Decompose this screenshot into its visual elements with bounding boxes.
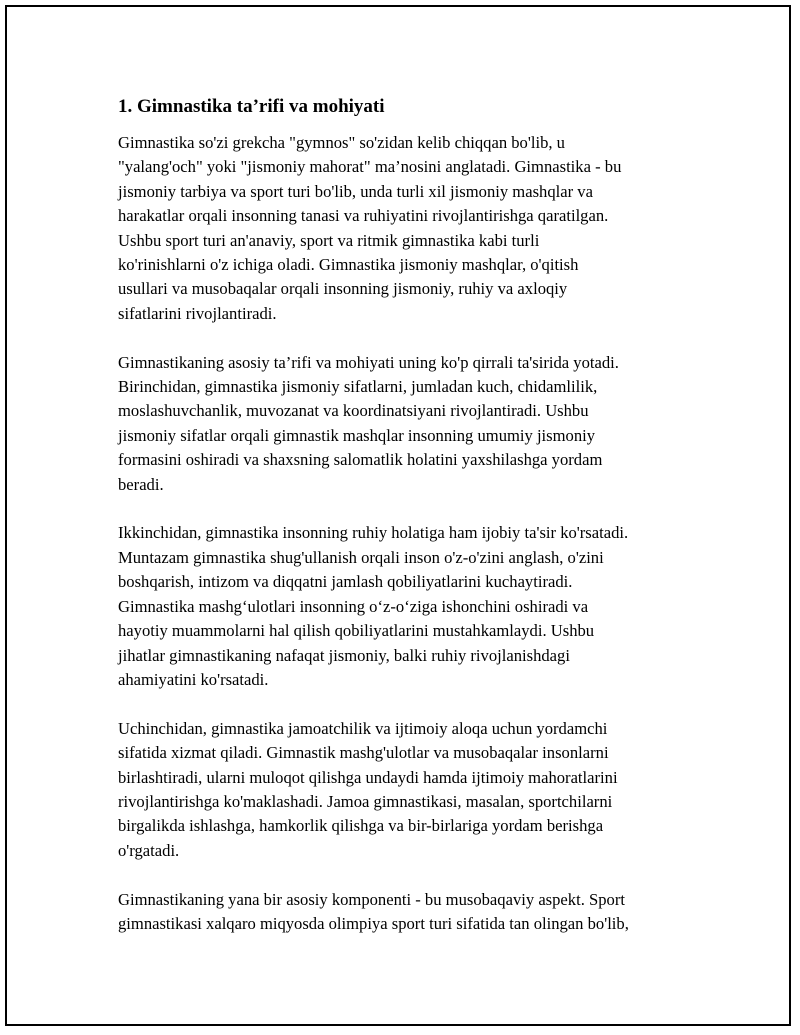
text-line: Birinchidan, gimnastika jismoniy sifatlarni, jumladan kuch, chidamlilik, xyxy=(118,377,598,397)
text-line: beradi. xyxy=(118,474,164,494)
text-line: ahamiyatini ko'rsatadi. xyxy=(118,669,269,689)
text-line: usullari va musobaqalar orqali insonning jismoniy, ruhiy va axloqiy xyxy=(118,279,568,299)
text-line: moslashuvchanlik, muvozanat va koordinatsiyani rivojlantiradi. Ushbu xyxy=(118,401,589,421)
paragraph-5 xyxy=(118,888,698,937)
text-line: o'rgatadi. xyxy=(118,840,180,860)
text-line: rivojlantirishga ko'maklashadi. Jamoa gimnastikasi, masalan, sportchilarni xyxy=(118,791,613,811)
document-body xyxy=(118,95,698,961)
text-line: Gimnastika mashg‘ulotlari insonning o‘z-o‘ziga ishonchini oshiradi va xyxy=(118,596,589,616)
text-line: gimnastikasi xalqaro miqyosda olimpiya sport turi sifatida tan olingan bo'lib, xyxy=(118,913,629,933)
paragraph-3 xyxy=(118,521,698,692)
text-line: jihatlar gimnastikaning nafaqat jismoniy, balki ruhiy rivojlanishdagi xyxy=(118,645,570,665)
text-line: ko'rinishlarni o'z ichiga oladi. Gimnastika jismoniy mashqlar, o'qitish xyxy=(118,255,579,275)
text-line: Uchinchidan, gimnastika jamoatchilik va ijtimoiy aloqa uchun yordamchi xyxy=(118,718,608,738)
section-heading: 1. Gimnastika ta’rifi va mohiyati xyxy=(118,96,385,117)
text-line: jismoniy tarbiya va sport turi bo'lib, unda turli xil jismoniy mashqlar va xyxy=(118,181,593,201)
text-line: Gimnastikaning yana bir asosiy komponenti - bu musobaqaviy aspekt. Sport xyxy=(118,889,625,909)
paragraph-2 xyxy=(118,351,698,497)
paragraph-4 xyxy=(118,717,698,863)
text-line: "yalang'och" yoki "jismoniy mahorat" ma’nosini anglatadi. Gimnastika - bu xyxy=(118,157,622,177)
text-line: sifatlarini rivojlantiradi. xyxy=(118,303,277,323)
paragraph-1 xyxy=(118,131,698,326)
text-line: birlashtiradi, ularni muloqot qilishga undaydi hamda ijtimoiy mahoratlarini xyxy=(118,767,618,787)
text-line: Ushbu sport turi an'anaviy, sport va ritmik gimnastika kabi turli xyxy=(118,230,540,250)
text-line: Muntazam gimnastika shug'ullanish orqali inson o'z-o'zini anglash, o'zini xyxy=(118,547,604,567)
text-line: hayotiy muammolarni hal qilish qobiliyatlarini mustahkamlaydi. Ushbu xyxy=(118,621,595,641)
text-line: sifatida xizmat qiladi. Gimnastik mashg'ulotlar va musobaqalar insonlarni xyxy=(118,743,609,763)
text-line: Gimnastikaning asosiy ta’rifi va mohiyati uning ko'p qirrali ta'sirida yotadi. xyxy=(118,352,619,372)
text-line: formasini oshiradi va shaxsning salomatlik holatini yaxshilashga yordam xyxy=(118,450,603,470)
text-line: jismoniy sifatlar orqali gimnastik mashqlar insonning umumiy jismoniy xyxy=(118,425,596,445)
text-line: boshqarish, intizom va diqqatni jamlash qobiliyatlarini kuchaytiradi. xyxy=(118,572,573,592)
text-line: birgalikda ishlashga, hamkorlik qilishga va bir-birlariga yordam berishga xyxy=(118,816,604,836)
text-line: Gimnastika so'zi grekcha "gymnos" so'zidan kelib chiqqan bo'lib, u xyxy=(118,133,565,152)
text-line: harakatlar orqali insonning tanasi va ruhiyatini rivojlantirishga qaratilgan. xyxy=(118,206,609,226)
text-line: Ikkinchidan, gimnastika insonning ruhiy holatiga ham ijobiy ta'sir ko'rsatadi. xyxy=(118,523,629,543)
